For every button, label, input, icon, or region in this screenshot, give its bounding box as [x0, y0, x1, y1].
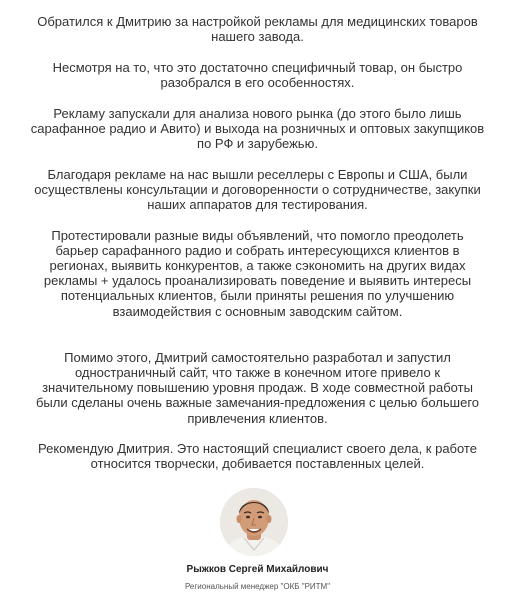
review-paragraph: Рекомендую Дмитрия. Это настоящий специалист своего дела, к работе относится творчески, добивается поставленных целей. — [38, 441, 477, 472]
review-paragraph: Протестировали разные виды объявлений, что помогло преодолеть барьер сарафанного радио и собрать интересующихся клиентов в регионах, выявить конкурентов, а также сэкономить на других видах рекламы + удалось проанализировать поведение и выявить интересы потенциальных клиентов, были приняты решения по улучшению взаимодействия с основным заводским сайтом. — [43, 227, 472, 319]
author-avatar — [220, 488, 288, 556]
review-paragraph: Несмотря на то, что это достаточно специфичный товар, он быстро разобрался в его особенностях. — [52, 59, 463, 90]
author-role: Региональный менеджер "ОКБ "РИТМ" — [184, 582, 331, 591]
review-paragraph: Обратился к Дмитрию за настройкой рекламы для медицинских товаров нашего завода. — [37, 14, 478, 45]
review-paragraph: Рекламу запускали для анализа нового рынка (до этого было лишь сарафанное радио и Авито) и выхода на розничных и оптовых закупщиков по РФ и зарубежью. — [30, 105, 485, 151]
author-name: Рыжков Сергей Михайлович — [186, 564, 329, 575]
review-paragraph: Помимо этого, Дмитрий самостоятельно разработал и запустил одностраничный сайт, что также в конечном итоге привело к значительному повышению уровня продаж. В ходе совместной работы были сделаны очень важные замечания-предложения с целью большего привлечения клиентов. — [35, 349, 480, 426]
review-paragraph: Благодаря рекламе на нас вышли реселлеры с Европы и США, были осуществлены консультации и договоренности о сотрудничестве, закупки наших аппаратов для тестирования. — [34, 166, 481, 212]
review-text — [30, 14, 485, 487]
